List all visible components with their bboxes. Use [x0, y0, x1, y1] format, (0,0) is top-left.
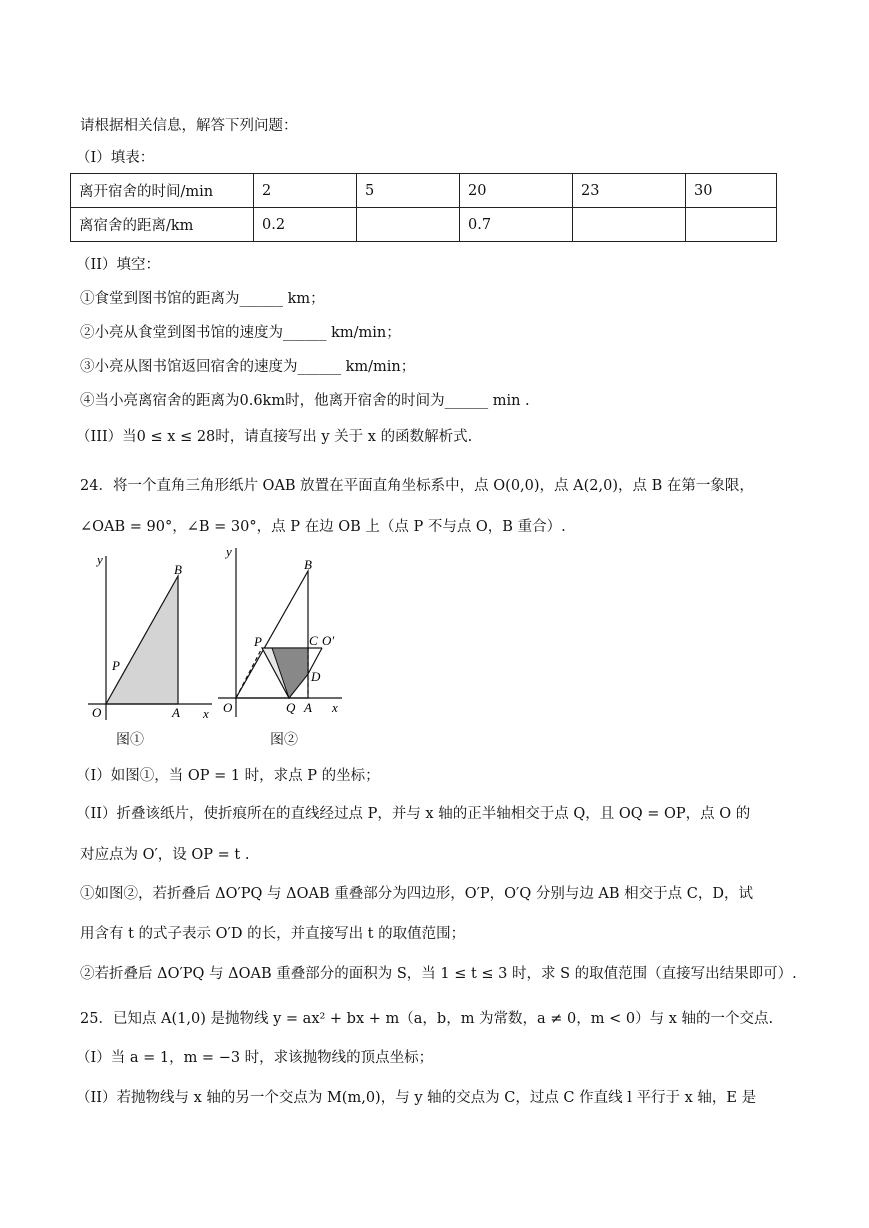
q24-sub1: （I）如图①，当 OP = 1 时，求点 P 的坐标； — [76, 768, 380, 784]
label-p: P — [254, 634, 262, 649]
table-cell: 离宿舍的距离/km — [71, 208, 254, 242]
label-y: y — [226, 544, 232, 559]
triangle-oab — [106, 576, 178, 704]
table-cell: 30 — [686, 174, 777, 208]
label-a: A — [304, 700, 312, 715]
label-o-prime: O′ — [322, 633, 335, 648]
label-b: B — [304, 557, 312, 572]
part3-text: （III）当0 ≤ x ≤ 28时，请直接写出 y 关于 x 的函数解析式. — [76, 429, 473, 445]
label-x: x — [203, 706, 209, 721]
q24-line1: 24．将一个直角三角形纸片 OAB 放置在平面直角坐标系中，点 O(0,0)，点 A(2,0)，点 B 在第一象限， — [80, 478, 754, 494]
q24-sub2-line2: 对应点为 O′，设 OP = t . — [80, 847, 250, 863]
figure-2 — [218, 542, 348, 720]
q25-sub2: （II）若抛物线与 x 轴的另一个交点为 M(m,0)，与 y 轴的交点为 C，过点 C 作直线 l 平行于 x 轴，E 是 — [76, 1090, 757, 1106]
q25-line1: 25．已知点 A(1,0) 是抛物线 y = ax² + bx + m（a，b，m 为常数，a ≠ 0，m < 0）与 x 轴的一个交点. — [80, 1011, 774, 1027]
table-cell — [357, 208, 460, 242]
q25-sub1: （I）当 a = 1，m = −3 时，求该抛物线的顶点坐标； — [76, 1050, 434, 1066]
q24-sub2a-line1: ①如图②，若折叠后 ΔO′PQ 与 ΔOAB 重叠部分为四边形，O′P，O′Q 分别与边 AB 相交于点 C，D，试 — [80, 886, 754, 902]
table-cell: 23 — [573, 174, 686, 208]
label-x: x — [332, 700, 338, 715]
part1-title: （I）填表： — [76, 150, 155, 166]
q24-line2: ∠OAB = 90°，∠B = 30°，点 P 在边 OB 上（点 P 不与点 O，B 重合）. — [80, 519, 566, 535]
blank-3: ③小亮从图书馆返回宿舍的速度为______ km/min； — [80, 359, 416, 375]
figure-1 — [84, 548, 219, 724]
table-cell — [573, 208, 686, 242]
table-cell: 20 — [460, 174, 573, 208]
label-d: D — [311, 669, 321, 684]
table-cell: 离开宿舍的时间/min — [71, 174, 254, 208]
label-o: O — [92, 705, 102, 720]
table-row — [71, 174, 777, 208]
blank-2: ②小亮从食堂到图书馆的速度为______ km/min； — [80, 325, 401, 341]
label-b: B — [174, 562, 182, 577]
figure-1-caption: 图① — [116, 732, 144, 748]
q24-sub2a-line2: 用含有 t 的式子表示 O′D 的长，并直接写出 t 的取值范围； — [80, 926, 466, 942]
table-cell — [686, 208, 777, 242]
label-y: y — [97, 552, 103, 567]
intro-text: 请根据相关信息，解答下列问题： — [80, 118, 298, 134]
table-cell: 2 — [254, 174, 357, 208]
label-p: P — [112, 658, 120, 673]
fill-table — [70, 173, 777, 242]
part2-title: （II）填空： — [76, 257, 160, 273]
label-a: A — [172, 705, 180, 720]
label-c: C — [309, 633, 318, 648]
table-cell: 0.7 — [460, 208, 573, 242]
label-q: Q — [286, 700, 296, 715]
figure-2-caption: 图② — [270, 732, 298, 748]
label-o: O — [223, 700, 233, 715]
blank-1: ①食堂到图书馆的距离为______ km； — [80, 291, 325, 307]
table-cell: 0.2 — [254, 208, 357, 242]
q24-sub2b: ②若折叠后 ΔO′PQ 与 ΔOAB 重叠部分的面积为 S，当 1 ≤ t ≤ 3 时，求 S 的取值范围（直接写出结果即可）. — [80, 966, 797, 982]
q24-sub2-line1: （II）折叠该纸片，使折痕所在的直线经过点 P，并与 x 轴的正半轴相交于点 Q，且 OQ = OP，点 O 的 — [76, 806, 751, 822]
blank-4: ④当小亮离宿舍的距离为0.6km时，他离开宿舍的时间为______ min . — [80, 393, 530, 409]
table-row — [71, 208, 777, 242]
table-cell: 5 — [357, 174, 460, 208]
